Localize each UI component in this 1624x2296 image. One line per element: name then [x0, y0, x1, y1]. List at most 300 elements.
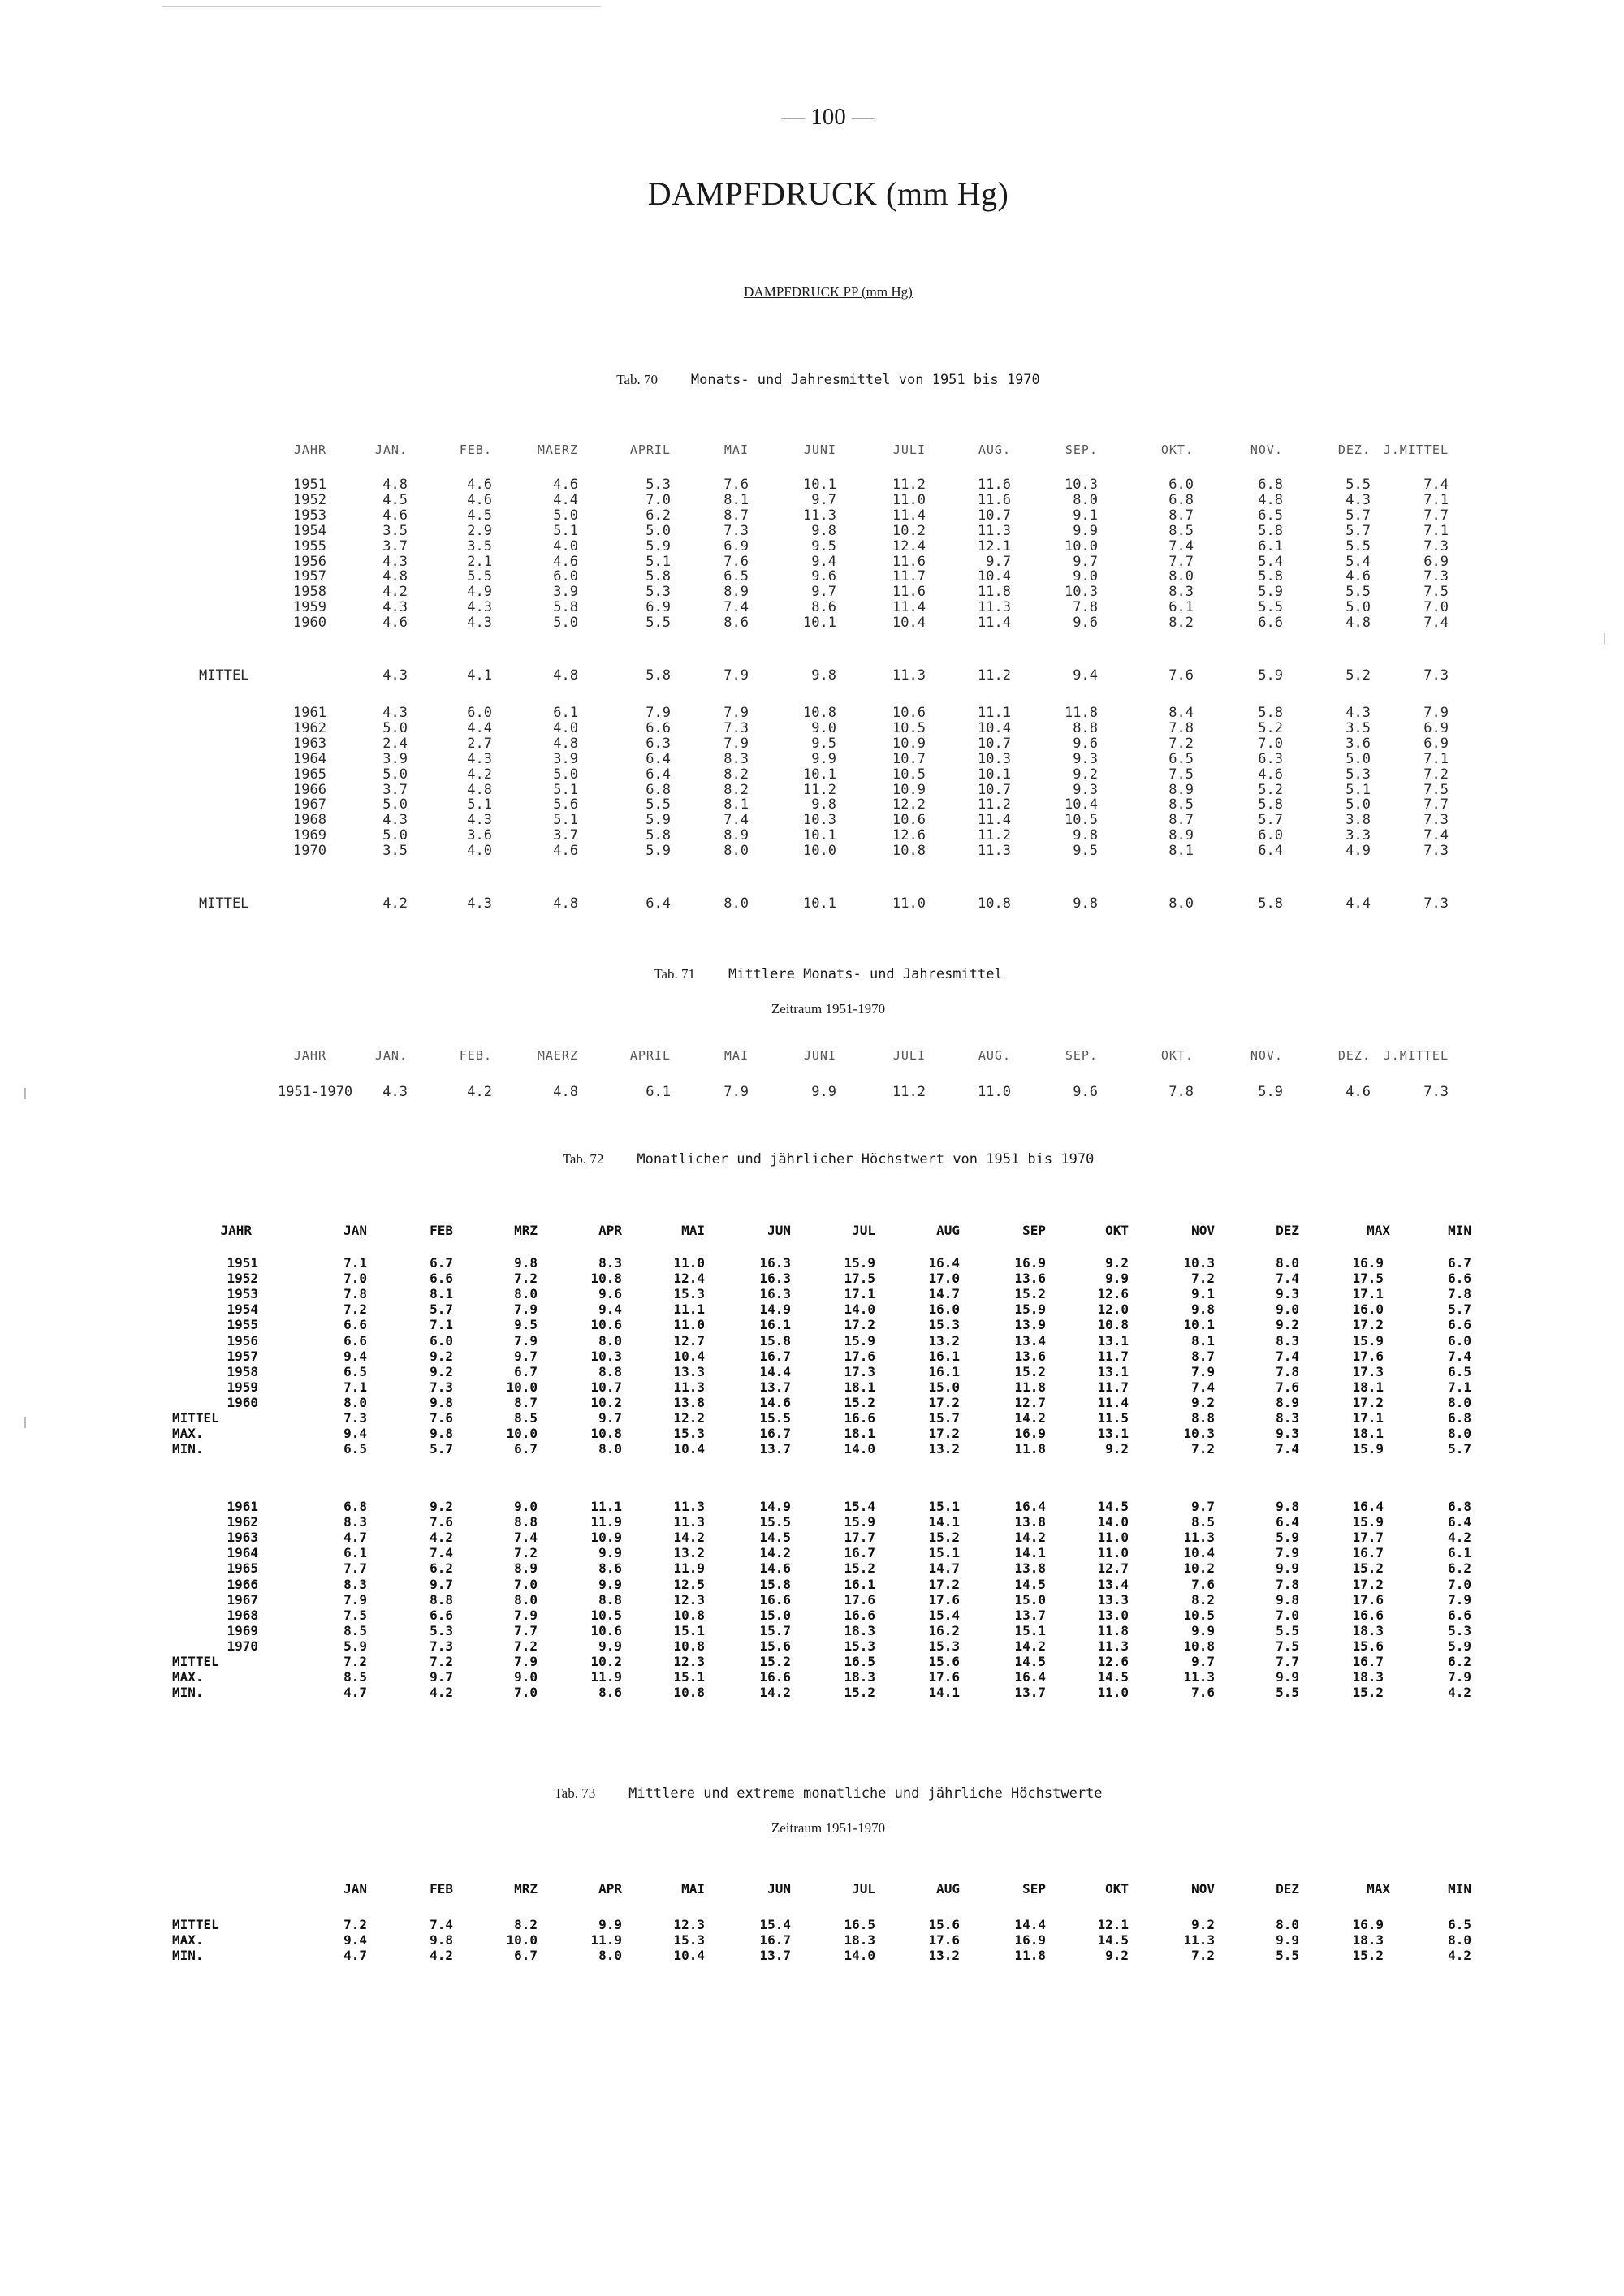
table-cell: 10.8: [892, 843, 926, 860]
table-cell: 15.3: [928, 1317, 960, 1333]
table-cell: 10.4: [1183, 1545, 1215, 1561]
table-cell: 17.6: [928, 1669, 960, 1685]
table-cell: 5.3: [1345, 766, 1371, 783]
tab70-caption: Tab. 70 Monats- und Jahresmittel von 1951 bis 1970: [616, 372, 1040, 388]
table-cell: 7.5: [1423, 584, 1449, 601]
table-cell: 7.5: [1423, 781, 1449, 798]
table-cell: 10.1: [803, 896, 836, 912]
table-cell: 7.4: [723, 812, 749, 829]
table-cell: 15.3: [844, 1638, 875, 1654]
table-cell: 11.9: [590, 1669, 622, 1685]
table-cell: 8.9: [514, 1560, 538, 1577]
table-cell: 8.0: [723, 843, 749, 860]
table-cell: 11.4: [1097, 1394, 1129, 1410]
table-cell: 11.4: [892, 599, 926, 616]
table-cell: 3.6: [1345, 735, 1371, 752]
column-header: J.MITTEL: [1383, 442, 1449, 457]
table-cell: 7.9: [514, 1301, 538, 1318]
table-cell: 11.6: [978, 477, 1011, 493]
table-cell: 15.2: [844, 1685, 875, 1701]
table-cell: 6.1: [646, 1084, 671, 1100]
table-cell: 4.0: [553, 537, 578, 555]
table-cell: 6.6: [343, 1332, 367, 1349]
table-cell: 9.7: [1073, 553, 1098, 570]
table-cell: 13.2: [928, 1948, 960, 1964]
table-cell: 9.7: [598, 1410, 622, 1426]
table-cell: 7.0: [1276, 1607, 1299, 1623]
table-cell: 9.8: [811, 667, 836, 684]
table-cell: 9.6: [1073, 735, 1098, 752]
table-cell: 6.1: [1258, 537, 1283, 555]
row-label: MIN.: [172, 1685, 204, 1701]
table-cell: 6.8: [1448, 1410, 1471, 1426]
column-header: DEZ.: [1337, 442, 1371, 457]
column-header: FEB.: [459, 1048, 492, 1063]
table-cell: 7.3: [430, 1638, 453, 1654]
table-cell: 7.7: [1276, 1654, 1299, 1669]
table-cell: 10.5: [1183, 1607, 1215, 1623]
table-cell: 10.8: [673, 1685, 705, 1701]
table-cell: 15.2: [1352, 1948, 1384, 1964]
column-header: JAHR: [220, 1223, 252, 1238]
row-label: 1962: [227, 1514, 258, 1530]
table-cell: 5.7: [430, 1441, 453, 1457]
table-cell: 8.0: [1276, 1917, 1299, 1932]
table-cell: 5.3: [646, 584, 671, 601]
table-cell: 9.6: [1073, 1084, 1098, 1100]
table-cell: 15.5: [759, 1514, 791, 1530]
table-cell: 8.5: [343, 1622, 367, 1638]
table-cell: 16.6: [759, 1591, 791, 1608]
table-cell: 8.9: [723, 827, 749, 844]
table-cell: 5.2: [1258, 781, 1283, 798]
table-cell: 4.6: [1258, 766, 1283, 783]
table-cell: 2.4: [382, 735, 408, 752]
table-cell: 5.3: [646, 477, 671, 493]
table-cell: 6.6: [1448, 1317, 1471, 1333]
column-header: JUN: [767, 1881, 791, 1897]
table-cell: 4.0: [553, 719, 578, 736]
table-cell: 15.6: [1352, 1638, 1384, 1654]
table-cell: 16.1: [928, 1363, 960, 1379]
table-cell: 10.3: [1065, 477, 1098, 493]
table-cell: 9.2: [430, 1363, 453, 1379]
table-cell: 9.0: [1073, 568, 1098, 585]
row-label: 1966: [293, 781, 326, 798]
table-cell: 9.4: [343, 1426, 367, 1442]
column-header: JUN: [767, 1223, 791, 1238]
table-cell: 4.2: [1448, 1948, 1471, 1964]
table-cell: 9.7: [986, 553, 1011, 570]
table-cell: 16.7: [759, 1932, 791, 1949]
table-cell: 5.7: [1448, 1441, 1471, 1457]
table-cell: 10.9: [590, 1530, 622, 1546]
table-cell: 4.2: [430, 1685, 453, 1701]
table-cell: 10.2: [590, 1394, 622, 1410]
table-cell: 8.9: [1276, 1394, 1299, 1410]
table-cell: 9.8: [1276, 1499, 1299, 1514]
row-label: MITTEL: [199, 667, 249, 684]
table-cell: 9.8: [811, 796, 836, 814]
table-cell: 15.2: [1014, 1286, 1046, 1302]
table-cell: 7.8: [1168, 1084, 1194, 1100]
table-cell: 9.8: [430, 1394, 453, 1410]
table-cell: 14.4: [759, 1363, 791, 1379]
table-cell: 8.0: [514, 1591, 538, 1608]
table-cell: 9.1: [1191, 1286, 1215, 1302]
table-cell: 6.3: [646, 735, 671, 752]
column-header: MIN: [1448, 1881, 1471, 1897]
table-cell: 16.1: [844, 1576, 875, 1592]
table-cell: 7.8: [343, 1286, 367, 1302]
table-cell: 5.7: [1345, 507, 1371, 524]
column-header: JAHR: [293, 1048, 326, 1063]
table-cell: 5.5: [467, 568, 492, 585]
table-cell: 15.2: [844, 1394, 875, 1410]
table-cell: 10.7: [978, 735, 1011, 752]
table-cell: 7.4: [430, 1545, 453, 1561]
table-cell: 18.1: [844, 1379, 875, 1395]
table-cell: 10.3: [1065, 584, 1098, 601]
table-cell: 7.9: [1448, 1591, 1471, 1608]
row-label: MIN.: [172, 1441, 204, 1457]
column-header: NOV: [1191, 1223, 1215, 1238]
table-cell: 10.8: [673, 1607, 705, 1623]
table-cell: 9.9: [598, 1576, 622, 1592]
table-cell: 6.1: [1448, 1545, 1471, 1561]
table-cell: 9.5: [811, 735, 836, 752]
row-label: 1953: [293, 507, 326, 524]
table-cell: 8.1: [1191, 1332, 1215, 1349]
table-cell: 4.8: [382, 568, 408, 585]
table-cell: 5.9: [1276, 1530, 1299, 1546]
table-cell: 13.8: [1014, 1514, 1046, 1530]
table-cell: 11.1: [590, 1499, 622, 1514]
table-cell: 5.8: [1258, 896, 1283, 912]
table-cell: 9.7: [430, 1669, 453, 1685]
table-cell: 12.3: [673, 1654, 705, 1669]
table-cell: 17.6: [844, 1348, 875, 1364]
table-cell: 8.0: [598, 1441, 622, 1457]
table-cell: 16.0: [1352, 1301, 1384, 1318]
table-cell: 7.2: [430, 1654, 453, 1669]
table-cell: 5.6: [553, 796, 578, 814]
table-cell: 10.1: [803, 477, 836, 493]
row-label: 1954: [293, 522, 326, 539]
row-label: 1965: [293, 766, 326, 783]
table-cell: 6.8: [1168, 491, 1194, 508]
table-cell: 5.1: [467, 796, 492, 814]
row-label: 1968: [227, 1607, 258, 1623]
scan-mark: [24, 1417, 26, 1428]
table-cell: 9.8: [1073, 896, 1098, 912]
table-cell: 5.1: [1345, 781, 1371, 798]
table-cell: 15.6: [759, 1638, 791, 1654]
table-cell: 7.0: [646, 491, 671, 508]
table-cell: 6.8: [343, 1499, 367, 1514]
row-label: 1968: [293, 812, 326, 829]
row-label: MITTEL: [199, 896, 249, 912]
column-header: MAERZ: [537, 1048, 578, 1063]
column-header: SEP: [1022, 1223, 1046, 1238]
table-cell: 5.3: [430, 1622, 453, 1638]
table-cell: 6.9: [1423, 553, 1449, 570]
table-cell: 7.2: [1191, 1948, 1215, 1964]
table-cell: 18.1: [844, 1426, 875, 1442]
table-cell: 5.0: [1345, 750, 1371, 767]
table-cell: 10.4: [978, 568, 1011, 585]
table-cell: 11.6: [892, 553, 926, 570]
table-cell: 4.6: [553, 553, 578, 570]
table-cell: 8.5: [1168, 522, 1194, 539]
table-cell: 10.7: [978, 781, 1011, 798]
row-label: 1969: [227, 1622, 258, 1638]
table-cell: 4.2: [467, 766, 492, 783]
table-cell: 12.2: [673, 1410, 705, 1426]
table-cell: 10.4: [892, 615, 926, 632]
table-cell: 12.1: [978, 537, 1011, 555]
table-cell: 11.3: [978, 599, 1011, 616]
table-cell: 15.3: [928, 1638, 960, 1654]
table-cell: 17.5: [844, 1271, 875, 1287]
table-cell: 9.2: [430, 1499, 453, 1514]
table-cell: 7.2: [1191, 1271, 1215, 1287]
table-cell: 14.7: [928, 1286, 960, 1302]
table-cell: 3.7: [382, 537, 408, 555]
table-cell: 6.6: [646, 719, 671, 736]
table-cell: 17.6: [844, 1591, 875, 1608]
table-cell: 11.3: [978, 522, 1011, 539]
table-cell: 5.5: [1258, 599, 1283, 616]
table-cell: 18.1: [1352, 1379, 1384, 1395]
scan-top-line: [162, 6, 601, 7]
row-label: 1962: [293, 719, 326, 736]
table-cell: 7.6: [430, 1410, 453, 1426]
table-cell: 11.0: [892, 491, 926, 508]
table-cell: 10.2: [892, 522, 926, 539]
table-cell: 4.3: [467, 812, 492, 829]
table-cell: 8.7: [514, 1394, 538, 1410]
table-cell: 4.3: [382, 599, 408, 616]
table-cell: 9.7: [430, 1576, 453, 1592]
table-cell: 5.7: [1345, 522, 1371, 539]
table-cell: 10.3: [1183, 1255, 1215, 1271]
column-header: JAN: [343, 1881, 367, 1897]
table-cell: 8.0: [1448, 1932, 1471, 1949]
table-cell: 10.4: [978, 719, 1011, 736]
column-header: OKT.: [1160, 442, 1194, 457]
table-cell: 8.5: [1191, 1514, 1215, 1530]
table-cell: 5.8: [646, 827, 671, 844]
table-cell: 4.7: [343, 1685, 367, 1701]
row-label: MITTEL: [172, 1654, 219, 1669]
row-label: 1958: [227, 1363, 258, 1379]
table-cell: 9.2: [430, 1348, 453, 1364]
table-cell: 12.7: [1097, 1560, 1129, 1577]
table-cell: 7.0: [1423, 599, 1449, 616]
table-cell: 4.7: [343, 1530, 367, 1546]
table-cell: 9.0: [1276, 1301, 1299, 1318]
table-cell: 9.8: [1073, 827, 1098, 844]
table-cell: 10.9: [892, 781, 926, 798]
table-cell: 7.8: [1073, 599, 1098, 616]
table-cell: 4.6: [1345, 1084, 1371, 1100]
table-cell: 11.3: [673, 1379, 705, 1395]
table-cell: 9.9: [1191, 1622, 1215, 1638]
table-cell: 8.3: [723, 750, 749, 767]
table-cell: 9.2: [1073, 766, 1098, 783]
table-cell: 7.2: [343, 1654, 367, 1669]
table-cell: 9.2: [1191, 1394, 1215, 1410]
table-cell: 7.6: [1276, 1379, 1299, 1395]
table-cell: 14.7: [928, 1560, 960, 1577]
table-cell: 11.3: [978, 843, 1011, 860]
table-cell: 15.2: [928, 1530, 960, 1546]
table-cell: 6.7: [514, 1363, 538, 1379]
table-cell: 12.3: [673, 1917, 705, 1932]
table-cell: 6.5: [1448, 1363, 1471, 1379]
table-cell: 10.6: [590, 1622, 622, 1638]
table-cell: 7.3: [1423, 1084, 1449, 1100]
table-cell: 7.7: [1168, 553, 1194, 570]
column-header: AUG: [936, 1881, 960, 1897]
table-cell: 6.8: [646, 781, 671, 798]
column-header: JUL: [852, 1223, 875, 1238]
table-cell: 8.9: [1168, 781, 1194, 798]
column-header: MAI: [681, 1223, 705, 1238]
table-cell: 7.1: [1423, 491, 1449, 508]
table-cell: 15.2: [1352, 1685, 1384, 1701]
table-cell: 4.3: [467, 750, 492, 767]
table-cell: 14.0: [844, 1441, 875, 1457]
table-cell: 11.0: [1097, 1530, 1129, 1546]
column-header: JULI: [892, 442, 926, 457]
table-cell: 9.8: [514, 1255, 538, 1271]
table-cell: 17.3: [1352, 1363, 1384, 1379]
table-cell: 14.2: [673, 1530, 705, 1546]
table-cell: 3.7: [382, 781, 408, 798]
table-cell: 10.6: [892, 705, 926, 721]
table-cell: 15.2: [844, 1560, 875, 1577]
row-label: 1963: [227, 1530, 258, 1546]
table-cell: 7.1: [430, 1317, 453, 1333]
table-cell: 17.2: [1352, 1317, 1384, 1333]
table-cell: 14.6: [759, 1560, 791, 1577]
table-cell: 5.5: [1276, 1622, 1299, 1638]
table-cell: 4.8: [382, 477, 408, 493]
table-cell: 16.9: [1014, 1255, 1046, 1271]
row-label: 1961: [227, 1499, 258, 1514]
table-cell: 10.1: [803, 766, 836, 783]
table-cell: 7.4: [1276, 1271, 1299, 1287]
column-header: JUNI: [803, 1048, 836, 1063]
table-cell: 7.2: [1423, 766, 1449, 783]
table-cell: 8.5: [343, 1669, 367, 1685]
table-cell: 4.6: [382, 615, 408, 632]
table-cell: 9.8: [430, 1426, 453, 1442]
table-cell: 5.8: [1258, 522, 1283, 539]
table-cell: 6.8: [1448, 1499, 1471, 1514]
table-cell: 8.5: [1168, 796, 1194, 814]
table-cell: 8.0: [343, 1394, 367, 1410]
column-header: MRZ: [514, 1881, 538, 1897]
table-cell: 17.7: [1352, 1530, 1384, 1546]
table-cell: 7.2: [514, 1271, 538, 1287]
table-cell: 9.4: [343, 1932, 367, 1949]
table-cell: 6.0: [553, 568, 578, 585]
table-cell: 15.8: [759, 1332, 791, 1349]
table-cell: 12.1: [1097, 1917, 1129, 1932]
table-cell: 11.2: [978, 827, 1011, 844]
row-label: 1967: [227, 1591, 258, 1608]
table-cell: 9.4: [598, 1301, 622, 1318]
table-cell: 5.3: [1448, 1622, 1471, 1638]
table-cell: 6.5: [1258, 507, 1283, 524]
table-cell: 8.7: [1191, 1348, 1215, 1364]
column-header: OKT: [1105, 1881, 1129, 1897]
column-header: J.MITTEL: [1383, 1048, 1449, 1063]
table-cell: 7.2: [1168, 735, 1194, 752]
table-cell: 4.8: [467, 781, 492, 798]
table-cell: 7.3: [1423, 537, 1449, 555]
table-cell: 16.3: [759, 1255, 791, 1271]
table-cell: 11.8: [1014, 1441, 1046, 1457]
column-header: NOV.: [1250, 1048, 1283, 1063]
table-cell: 10.8: [590, 1271, 622, 1287]
table-cell: 4.2: [1448, 1530, 1471, 1546]
table-cell: 8.3: [343, 1514, 367, 1530]
table-cell: 5.7: [1258, 812, 1283, 829]
table-cell: 7.3: [1423, 812, 1449, 829]
table-cell: 11.2: [892, 1084, 926, 1100]
column-header: AUG: [936, 1223, 960, 1238]
column-header: MAI: [723, 442, 749, 457]
table-cell: 7.9: [1276, 1545, 1299, 1561]
table-cell: 11.0: [978, 1084, 1011, 1100]
column-header: JUNI: [803, 442, 836, 457]
table-cell: 11.8: [1014, 1948, 1046, 1964]
table-cell: 5.2: [1258, 719, 1283, 736]
table-cell: 5.0: [382, 827, 408, 844]
table-cell: 16.9: [1352, 1255, 1384, 1271]
table-cell: 9.4: [1073, 667, 1098, 684]
table-cell: 6.1: [1168, 599, 1194, 616]
table-cell: 14.2: [1014, 1410, 1046, 1426]
table-cell: 9.4: [343, 1348, 367, 1364]
table-cell: 8.0: [1168, 896, 1194, 912]
table-cell: 16.7: [844, 1545, 875, 1561]
table-cell: 12.0: [1097, 1301, 1129, 1318]
row-label: 1967: [293, 796, 326, 814]
table-cell: 5.0: [1345, 796, 1371, 814]
table-cell: 3.9: [553, 584, 578, 601]
table-cell: 4.5: [382, 491, 408, 508]
table-cell: 7.5: [343, 1607, 367, 1623]
column-header: APRIL: [629, 1048, 671, 1063]
table-cell: 6.0: [467, 705, 492, 721]
table-cell: 10.6: [590, 1317, 622, 1333]
table-cell: 8.3: [1168, 584, 1194, 601]
table-cell: 8.0: [598, 1948, 622, 1964]
table-cell: 4.3: [382, 812, 408, 829]
table-cell: 8.0: [723, 896, 749, 912]
table-cell: 6.5: [343, 1441, 367, 1457]
table-cell: 15.9: [1352, 1332, 1384, 1349]
table-cell: 15.0: [928, 1379, 960, 1395]
table-cell: 14.1: [1014, 1545, 1046, 1561]
table-cell: 4.3: [382, 705, 408, 721]
table-cell: 11.6: [892, 584, 926, 601]
